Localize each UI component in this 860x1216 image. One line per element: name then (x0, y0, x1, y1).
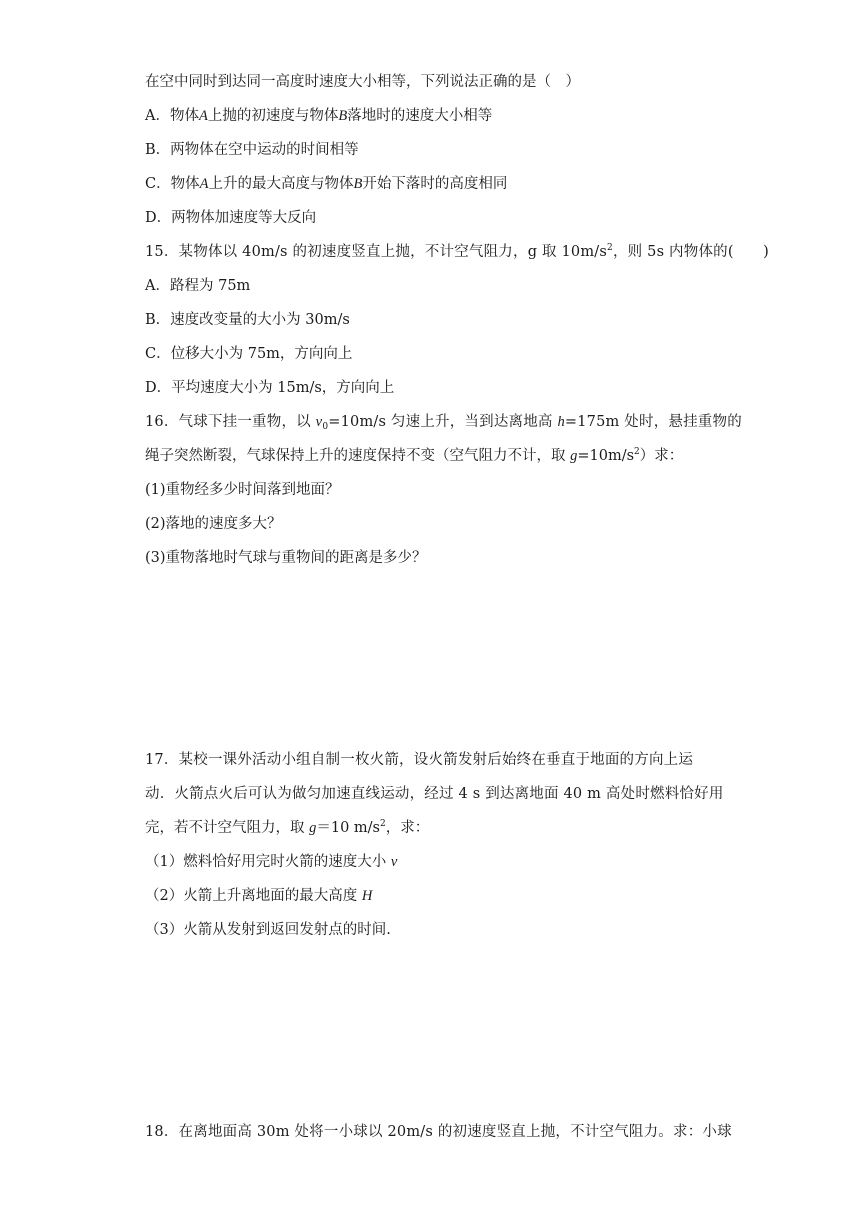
option-label: A． (145, 108, 170, 124)
q16-sub-question-1: (1)重物经多少时间落到地面？ (145, 482, 340, 498)
q17-stem-line-1: 17．某校一课外活动小组自制一枚火箭，设火箭发射后始终在垂直于地面的方向上运 (145, 752, 694, 768)
option-label: A． (145, 278, 170, 294)
q16-stem-line-2: 绳子突然断裂，气球保持上升的速度保持不变（空气阻力不计，取 $g=10m/s^2$）求： (145, 447, 684, 464)
q15-option-d: D．平均速度大小为 15m/s，方向向上 (145, 380, 395, 396)
q18-stem-line-1: 18．在离地面高 30m 处将一小球以 20m/s 的初速度竖直上抛，不计空气阻力。求：小球 (145, 1124, 732, 1140)
q17-stem-line-2: 动．火箭点火后可认为做匀加速直线运动，经过 4 s 到达离地面 40 m 高处时燃料恰好用 (145, 786, 724, 802)
q17-sub-question-1: （1）燃料恰好用完时火箭的速度大小 v (145, 854, 398, 870)
q16-sub-question-3: (3)重物落地时气球与重物间的距离是多少？ (145, 550, 427, 566)
option-label: B． (145, 312, 171, 328)
q17-sub-question-2: （2）火箭上升离地面的最大高度 H (145, 888, 373, 904)
option-label: D． (145, 380, 172, 396)
q15-option-a: A．路程为 75m (145, 278, 251, 294)
q15-option-b: B．速度改变量的大小为 30m/s (145, 312, 350, 328)
option-label: C． (145, 346, 171, 362)
option-label: D． (145, 210, 172, 226)
q14-option-d: D．两物体加速度等大反向 (145, 210, 317, 226)
q16-stem-line-1: 16．气球下挂一重物，以 $v_0=10m/s$ 匀速上升，当到达离地高 h=175m 处时，悬挂重物的 (145, 414, 742, 432)
q15-stem: 15．某物体以 40m/s 的初速度竖直上抛，不计空气阻力，g 取 $10m/s^2$，则 5s 内物体的( ) (145, 243, 769, 260)
q15-option-c: C．位移大小为 75m，方向向上 (145, 346, 353, 362)
option-label: C． (145, 176, 171, 192)
q16-sub-question-2: (2)落地的速度多大？ (145, 516, 282, 532)
q17-sub-question-3: （3）火箭从发射到返回发射点的时间. (145, 922, 391, 938)
q17-stem-line-3: 完，若不计空气阻力，取 g＝10 $m/s^2$，求： (145, 819, 430, 836)
q14-option-a: A．物体A上抛的初速度与物体B落地时的速度大小相等 (145, 108, 493, 124)
q14-stem-tail: 在空中同时到达同一高度时速度大小相等，下列说法正确的是（ ） (145, 74, 580, 90)
q14-option-b: B．两物体在空中运动的时间相等 (145, 142, 359, 158)
option-label: B． (145, 142, 171, 158)
q14-option-c: C．物体A上升的最大高度与物体B开始下落时的高度相同 (145, 176, 508, 192)
